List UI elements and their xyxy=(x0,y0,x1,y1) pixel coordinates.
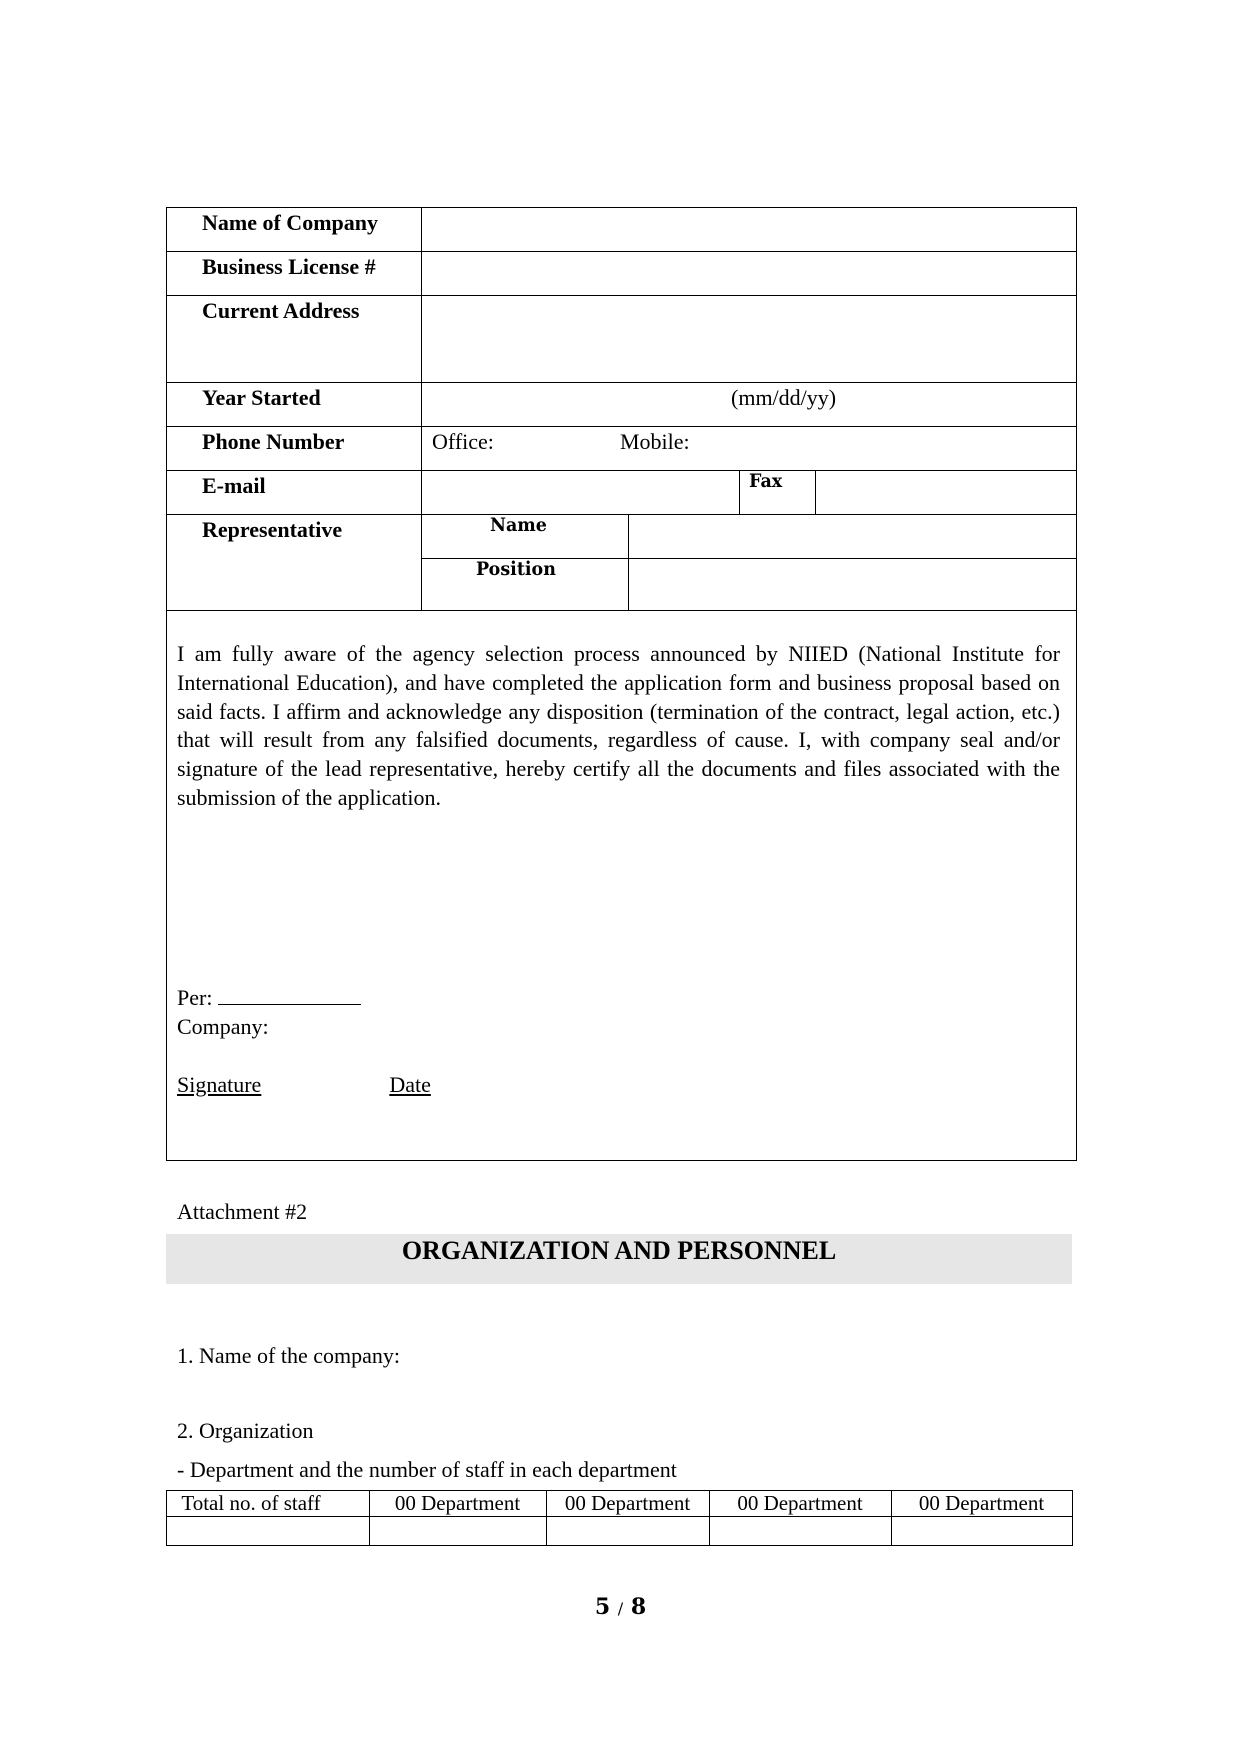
dept-cell[interactable] xyxy=(547,1517,709,1545)
rep-name-field[interactable] xyxy=(629,515,1076,558)
page-separator: / xyxy=(617,1599,624,1618)
rep-position-label: Position xyxy=(476,558,556,580)
dept-header: 00 Department xyxy=(737,1491,863,1515)
page-number xyxy=(560,1594,681,1620)
phone-mobile-label: Mobile: xyxy=(620,429,690,454)
current-address-field[interactable] xyxy=(422,296,1076,382)
label-year-started: Year Started xyxy=(202,385,321,410)
page-total: 8 xyxy=(630,1594,647,1620)
attachment-label: Attachment #2 xyxy=(177,1199,308,1224)
phone-office-field[interactable] xyxy=(505,427,615,470)
item-organization: 2. Organization xyxy=(177,1418,314,1443)
label-company-name: Name of Company xyxy=(202,210,378,235)
company-name-field[interactable] xyxy=(422,208,1076,251)
signature-label: Signature xyxy=(177,1072,262,1097)
dept-header: 00 Department xyxy=(394,1491,521,1515)
section-heading: ORGANIZATION AND PERSONNEL xyxy=(401,1236,837,1265)
per-label: Per: xyxy=(177,985,213,1010)
item-organization-sub: - Department and the number of staff in each department xyxy=(177,1457,677,1482)
label-phone-number: Phone Number xyxy=(202,429,345,454)
year-started-format-hint: (mm/dd/yy) xyxy=(731,385,837,410)
dept-header: 00 Department xyxy=(564,1491,691,1515)
phone-mobile-field[interactable] xyxy=(705,427,1075,470)
fax-divider-left xyxy=(739,470,740,514)
dept-header: 00 Department xyxy=(918,1491,1045,1515)
fax-field[interactable] xyxy=(816,471,1076,514)
date-label: Date xyxy=(389,1072,431,1097)
year-started-field[interactable] xyxy=(422,383,722,426)
dept-col-divider xyxy=(1072,1490,1073,1546)
dept-table-border-bottom xyxy=(166,1545,1073,1546)
signature-date-line[interactable] xyxy=(177,1072,450,1098)
per-line xyxy=(177,985,361,1011)
dept-cell[interactable] xyxy=(370,1517,546,1545)
declaration-text: I am fully aware of the agency selection process announced by NIIED (National Institute for International Education), and have completed the application form and business proposal based on said facts. I affirm and acknowledge any disposition (termination of the contract, legal action, etc.) that will result from any falsified documents, regardless of cause. I, with company seal and/or signature of the lead representative, hereby certify all the documents and files associated with the submission of the application. xyxy=(177,641,1060,810)
dept-header-total: Total no. of staff xyxy=(181,1491,321,1515)
fax-label: Fax xyxy=(749,470,783,492)
rep-position-field[interactable] xyxy=(629,559,1076,610)
item-company-name: 1. Name of the company: xyxy=(177,1343,400,1368)
table-border-bottom xyxy=(166,1160,1077,1161)
label-representative: Representative xyxy=(202,517,343,542)
dept-cell-total[interactable] xyxy=(167,1517,369,1545)
row-divider xyxy=(166,610,1076,611)
rep-name-label: Name xyxy=(490,514,547,536)
company-label: Company: xyxy=(177,1014,269,1039)
label-current-address: Current Address xyxy=(202,298,360,323)
dept-cell[interactable] xyxy=(892,1517,1072,1545)
email-field[interactable] xyxy=(422,471,738,514)
business-license-field[interactable] xyxy=(422,252,1076,295)
phone-office-label: Office: xyxy=(432,429,494,454)
label-email: E-mail xyxy=(202,473,266,498)
page-current: 5 xyxy=(594,1594,611,1620)
table-border-right xyxy=(1076,207,1077,1161)
per-blank[interactable] xyxy=(218,986,361,1005)
dept-cell[interactable] xyxy=(710,1517,891,1545)
label-business-license: Business License # xyxy=(202,254,376,279)
table-border-left xyxy=(166,207,167,1161)
